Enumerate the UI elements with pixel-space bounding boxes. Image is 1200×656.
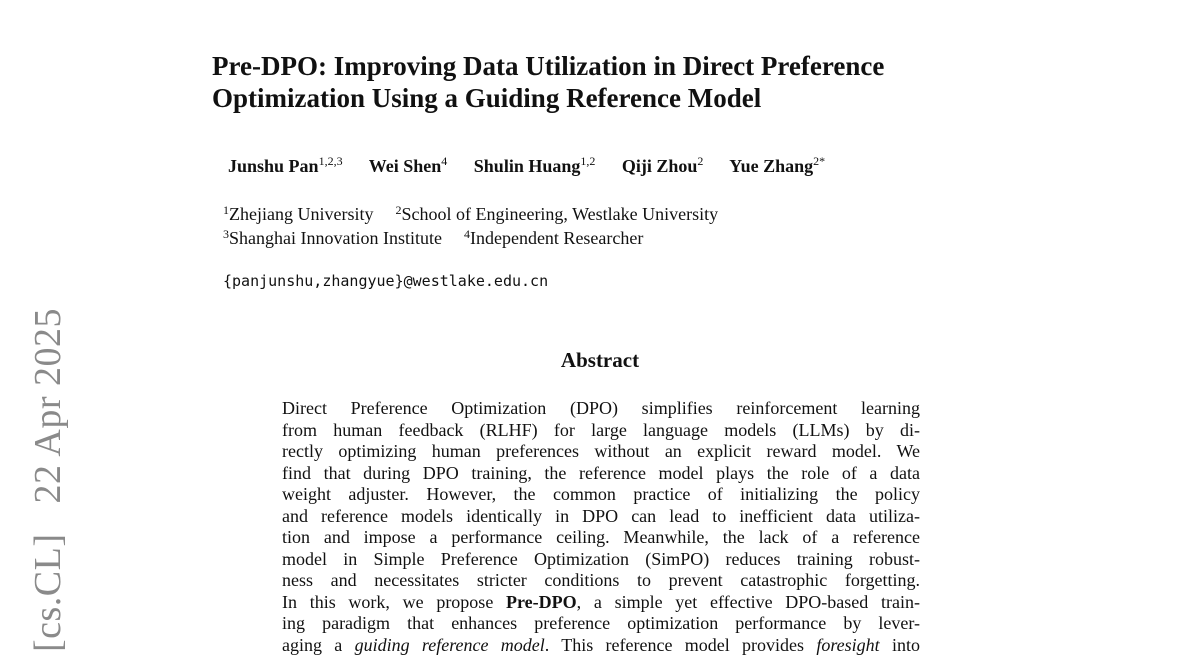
author-list <box>228 156 847 177</box>
affiliation-list <box>223 202 718 250</box>
affiliation-name: Zhejiang University <box>229 204 373 224</box>
affiliation-3 <box>223 228 442 248</box>
abstract-line <box>282 592 920 614</box>
author-5 <box>729 156 825 176</box>
abstract-line: tion and impose a performance ceiling. Meanwhile, the lack of a reference <box>282 527 920 549</box>
author-name: Qiji Zhou <box>622 156 698 176</box>
affiliation-name: School of Engineering, Westlake University <box>401 204 718 224</box>
affiliation-marker: 1 <box>223 203 229 217</box>
abstract-line: rectly optimizing human preferences without an explicit reward model. We <box>282 441 920 463</box>
title-line-2: Optimization Using a Guiding Reference Model <box>212 82 1052 114</box>
abstract-body <box>282 398 920 656</box>
abstract-line <box>282 635 920 656</box>
affiliation-line-1 <box>223 202 718 226</box>
contact-email[interactable]: {panjunshu,zhangyue}@westlake.edu.cn <box>223 272 548 290</box>
abstract-text: . This reference model provides <box>545 635 817 655</box>
abstract-line: ness and necessitates stricter conditions to prevent catastrophic forgetting. <box>282 570 920 592</box>
author-3 <box>474 156 596 176</box>
affiliation-name: Shanghai Innovation Institute <box>229 228 442 248</box>
author-name: Wei Shen <box>369 156 442 176</box>
author-affil-marker: 1,2 <box>580 154 595 168</box>
affiliation-2 <box>395 204 718 224</box>
author-affil-marker: 1,2,3 <box>319 154 343 168</box>
affiliation-name: Independent Researcher <box>470 228 643 248</box>
author-name: Yue Zhang <box>729 156 813 176</box>
abstract-text: aging a <box>282 635 355 655</box>
affiliation-marker: 2 <box>395 203 401 217</box>
abstract-line: ing paradigm that enhances preference optimization performance by lever- <box>282 613 920 635</box>
abstract-line: Direct Preference Optimization (DPO) simplifies reinforcement learning <box>282 398 920 420</box>
arxiv-category: [cs.CL] <box>27 533 69 652</box>
author-2 <box>369 156 448 176</box>
affiliation-1 <box>223 204 373 224</box>
author-1 <box>228 156 343 176</box>
author-affil-marker: 4 <box>441 154 447 168</box>
author-affil-marker: 2* <box>813 154 825 168</box>
affiliation-4 <box>464 228 643 248</box>
author-4 <box>622 156 704 176</box>
abstract-text: In this work, we propose <box>282 592 506 612</box>
abstract-line: from human feedback (RLHF) for large language models (LLMs) by di- <box>282 420 920 442</box>
affiliation-marker: 4 <box>464 227 470 241</box>
method-name: Pre-DPO <box>506 592 577 612</box>
author-name: Shulin Huang <box>474 156 581 176</box>
affiliation-marker: 3 <box>223 227 229 241</box>
abstract-line: weight adjuster. However, the common practice of initializing the policy <box>282 484 920 506</box>
title-line-1: Pre-DPO: Improving Data Utilization in Direct Preference <box>212 50 1052 82</box>
arxiv-date: 22 Apr 2025 <box>27 308 69 504</box>
abstract-line: find that during DPO training, the reference model plays the role of a data <box>282 463 920 485</box>
author-affil-marker: 2 <box>697 154 703 168</box>
abstract-text: , a simple yet effective DPO-based train- <box>577 592 920 612</box>
abstract-line: and reference models identically in DPO can lead to inefficient data utiliza- <box>282 506 920 528</box>
emphasis-guiding-reference-model: guiding reference model <box>355 635 545 655</box>
emphasis-foresight: foresight <box>816 635 879 655</box>
abstract-line: model in Simple Preference Optimization (SimPO) reduces training robust- <box>282 549 920 571</box>
abstract-text: into <box>880 635 920 655</box>
paper-title <box>212 50 1052 114</box>
author-name: Junshu Pan <box>228 156 319 176</box>
affiliation-line-2 <box>223 226 718 250</box>
abstract-heading: Abstract <box>0 348 1200 373</box>
